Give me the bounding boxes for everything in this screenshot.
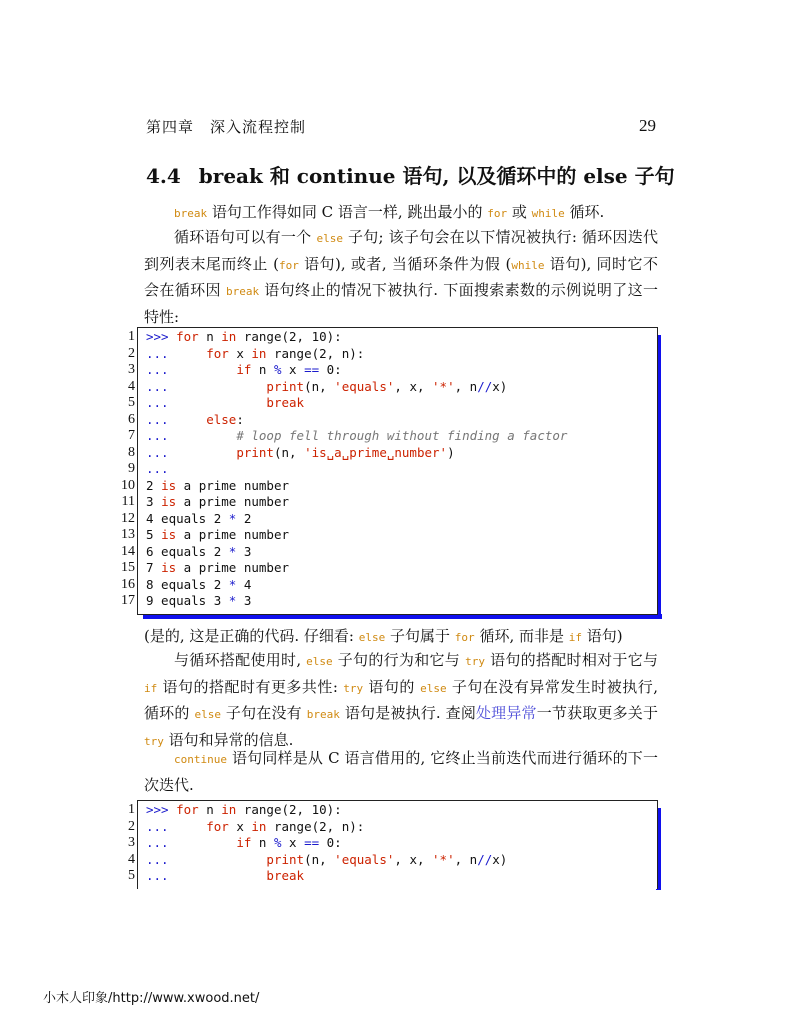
code-token: ... <box>146 818 207 834</box>
code-line <box>146 379 567 396</box>
inline-code: else <box>420 681 447 695</box>
paragraph-break-intro <box>144 200 658 227</box>
code-token: 'equals' <box>334 378 395 394</box>
line-number: 5 <box>128 868 135 883</box>
code-token: ... <box>146 362 237 377</box>
code-token: is <box>161 477 177 493</box>
code-token: (n, <box>304 378 335 394</box>
inline-code: else <box>194 708 221 721</box>
code-token: '*' <box>432 851 455 867</box>
code-token: for <box>176 802 199 817</box>
paragraph-text: 语句) <box>582 627 623 645</box>
code-token: is <box>161 527 177 542</box>
code-token: n <box>251 835 274 850</box>
line-number: 13 <box>121 527 135 542</box>
code-line <box>146 835 507 852</box>
paragraph-else-clause <box>144 225 658 329</box>
code-token: * <box>228 543 237 559</box>
code-token: ... <box>146 835 237 850</box>
paragraph-text: 语句和异常的信息. <box>163 730 294 749</box>
code-token: ... <box>146 345 207 361</box>
code-token: n <box>251 362 274 377</box>
paragraph-text: 子句在没有异常发生时被执行, 循环的 <box>144 677 658 722</box>
code-line <box>146 577 567 594</box>
line-number: 14 <box>121 543 135 559</box>
code-token: 5 <box>146 527 162 542</box>
code-token: 7 <box>146 560 162 575</box>
code-line <box>146 329 567 346</box>
inline-code: break <box>174 207 208 220</box>
paragraph-try-comparison <box>144 648 658 754</box>
paragraph-text: 语句终止的情况下被执行. 下面搜索素数的示例说明了这一特性: <box>144 281 658 326</box>
line-number: 3 <box>128 835 135 850</box>
code-token: print <box>266 378 305 394</box>
code-token: * <box>228 510 237 526</box>
inline-code: for <box>278 258 299 272</box>
code-line <box>146 494 567 511</box>
inline-code: if <box>144 681 158 695</box>
code-token: else <box>206 411 237 427</box>
code-line <box>146 395 567 412</box>
line-number: 12 <box>121 510 135 526</box>
line-number: 2 <box>128 818 135 834</box>
code-token: == <box>304 835 320 850</box>
footer-watermark: 小木人印象/http://www.xwood.net/ <box>43 991 260 1006</box>
paragraph-text: (是的, 这是正确的代码. 仔细看: <box>144 627 359 645</box>
code-token: for <box>206 345 229 361</box>
code-token: (n, <box>273 444 305 460</box>
code-line <box>146 445 567 462</box>
inline-code: continue <box>174 753 227 766</box>
code-token: in <box>221 329 237 344</box>
inline-code: break <box>225 285 260 298</box>
line-number: 7 <box>128 428 135 443</box>
code-line <box>146 868 507 885</box>
code-token: n <box>198 329 222 344</box>
code-token: , x, <box>394 378 433 394</box>
paragraph-text: 一节获取更多关于 <box>536 704 658 722</box>
code-token: ... <box>146 411 207 427</box>
code-token: '*' <box>432 378 455 394</box>
line-number: 1 <box>128 802 135 817</box>
code-line <box>146 478 567 495</box>
code-lines <box>146 329 567 610</box>
code-token: ... <box>146 444 237 460</box>
inline-code: for <box>487 207 508 220</box>
section-number: 4.4 <box>146 164 181 188</box>
code-token: for <box>206 818 229 834</box>
code-token: range(2, n): <box>266 818 365 834</box>
paragraph-text: 语句), 同时它不会在循环因 <box>144 254 658 299</box>
code-token: break <box>266 395 305 410</box>
page-number: 29 <box>639 116 656 135</box>
code-token: ... <box>146 395 267 410</box>
line-number: 10 <box>121 477 135 493</box>
inline-code: while <box>531 207 565 220</box>
code-token: a prime number <box>176 527 290 542</box>
code-token: // <box>477 378 493 394</box>
line-number: 5 <box>128 395 135 410</box>
code-line <box>146 461 567 478</box>
code-line <box>146 819 507 836</box>
link-exception-handling[interactable]: 处理异常 <box>476 704 537 722</box>
code-token: 9 equals 3 <box>146 593 229 608</box>
line-number: 15 <box>121 560 135 575</box>
code-token: ... <box>146 868 267 883</box>
code-line <box>146 412 567 429</box>
code-token: in <box>221 802 237 817</box>
code-token: for <box>176 329 199 344</box>
code-token: 'equals' <box>334 851 395 867</box>
paragraph-text: 子句的行为和它与 <box>332 651 466 669</box>
code-token: print <box>236 444 274 460</box>
inline-code: try <box>465 655 486 668</box>
code-token: 6 equals 2 <box>146 543 229 559</box>
inline-code: else <box>306 655 333 668</box>
code-token: ... <box>146 851 267 867</box>
code-token: * <box>228 593 237 608</box>
code-token: x <box>281 835 305 850</box>
paragraph-continue <box>144 746 658 797</box>
code-line <box>146 511 567 528</box>
code-lines <box>146 802 507 885</box>
code-token: 0: <box>319 835 342 850</box>
code-token: is <box>161 560 177 575</box>
code-token: * <box>228 576 237 592</box>
code-token: 0: <box>319 362 342 377</box>
code-token: print <box>266 851 305 867</box>
code-line <box>146 560 567 577</box>
code-token: , n <box>454 851 478 867</box>
paragraph-text: 语句的搭配时有更多共性: <box>157 677 344 696</box>
section-title <box>146 160 675 189</box>
code-token: 8 equals 2 <box>146 576 229 592</box>
line-number: 8 <box>128 444 135 460</box>
code-line <box>146 346 567 363</box>
code-token: x) <box>492 378 508 394</box>
code-token: 'is␣a␣prime␣number' <box>304 444 448 460</box>
code-token: 4 equals 2 <box>146 510 229 526</box>
code-token: ) <box>447 444 455 460</box>
line-numbers <box>120 802 135 885</box>
line-number: 16 <box>121 576 135 592</box>
code-token: >>> <box>146 329 177 344</box>
paragraph-text: 语句的 <box>363 677 421 696</box>
code-token: in <box>251 345 267 361</box>
code-token: 3 <box>146 494 162 509</box>
section-heading: break 和 continue 语句, 以及循环中的 else 子句 <box>198 164 675 188</box>
paragraph-text: 语句同样是从 C 语言借用的, 它终止当前迭代而进行循环的下一次迭代. <box>144 749 658 794</box>
code-token: x <box>228 345 252 361</box>
line-number: 3 <box>128 362 135 377</box>
paragraph-text: 语句的搭配时相对于它与 <box>485 651 658 669</box>
code-token: x <box>228 818 252 834</box>
code-token: if <box>236 835 252 850</box>
code-token: , n <box>454 378 478 394</box>
inline-code: for <box>454 631 475 644</box>
code-token: range(2, 10): <box>236 329 342 344</box>
code-token: // <box>477 851 493 867</box>
paragraph-text: 语句工作得如同 C 语言一样, 跳出最小的 <box>207 203 488 221</box>
line-number: 4 <box>128 851 135 867</box>
code-token: ... <box>146 461 169 476</box>
code-token: ... <box>146 378 267 394</box>
inline-code: else <box>358 631 386 644</box>
code-token: break <box>266 868 305 883</box>
code-token: in <box>251 818 267 834</box>
code-token: is <box>161 494 177 509</box>
code-line <box>146 544 567 561</box>
code-token: (n, <box>304 851 335 867</box>
paragraph-text: 子句属于 <box>385 627 455 645</box>
code-token: range(2, n): <box>266 345 365 361</box>
paragraph-note <box>144 624 658 651</box>
paragraph-text: 与循环搭配使用时, <box>174 651 307 669</box>
paragraph-text: 语句), 或者, 当循环条件为假 ( <box>298 254 512 273</box>
line-number: 6 <box>128 411 135 427</box>
code-line <box>146 527 567 544</box>
code-token: ... <box>146 428 237 443</box>
page-header <box>146 116 656 138</box>
code-line <box>146 362 567 379</box>
code-token: x) <box>492 851 508 867</box>
code-line <box>146 852 507 869</box>
paragraph-text: 循环. <box>564 203 605 221</box>
inline-code: try <box>343 681 364 695</box>
code-token: n <box>198 802 222 817</box>
line-number: 1 <box>128 329 135 344</box>
inline-code: break <box>306 708 340 721</box>
code-token: == <box>304 362 320 377</box>
paragraph-text: 语句是被执行. 查阅 <box>339 704 476 722</box>
inline-code: else <box>316 232 343 245</box>
code-line <box>146 802 507 819</box>
line-number: 11 <box>121 494 135 509</box>
code-token: 3 <box>236 593 252 608</box>
code-token: a prime number <box>176 560 290 575</box>
code-token: % <box>273 835 282 850</box>
line-number: 9 <box>128 461 135 476</box>
line-numbers <box>120 329 135 610</box>
code-token: x <box>281 362 305 377</box>
paragraph-text: 子句; 该子句会在以下情况被执行: 循环因迭代到列表末尾而终止 ( <box>144 228 658 273</box>
line-number: 17 <box>121 593 135 608</box>
code-line <box>146 428 567 445</box>
line-number: 2 <box>128 345 135 361</box>
code-token: a prime number <box>176 494 290 509</box>
inline-code: try <box>144 734 164 748</box>
paragraph-text: 循环语句可以有一个 <box>174 228 317 246</box>
code-token: 2 <box>146 477 162 493</box>
paragraph-text: 循环, 而非是 <box>474 627 569 645</box>
code-token: if <box>236 362 252 377</box>
code-token: , x, <box>394 851 433 867</box>
paragraph-text: 子句在没有 <box>220 704 307 722</box>
inline-code: if <box>568 631 582 644</box>
code-token: 3 <box>236 543 252 559</box>
code-token: >>> <box>146 802 177 817</box>
code-token: 2 <box>236 510 252 526</box>
paragraph-text: 或 <box>507 203 532 221</box>
inline-code: while <box>511 258 545 272</box>
code-token: % <box>273 362 282 377</box>
chapter-title: 第四章 深入流程控制 <box>146 118 307 136</box>
code-token: # loop fell through without finding a factor <box>236 428 568 443</box>
code-token: 4 <box>236 576 252 592</box>
code-line <box>146 593 567 610</box>
code-token: range(2, 10): <box>236 802 342 817</box>
line-number: 4 <box>128 378 135 394</box>
code-token: : <box>236 411 244 427</box>
code-token: a prime number <box>176 477 290 493</box>
